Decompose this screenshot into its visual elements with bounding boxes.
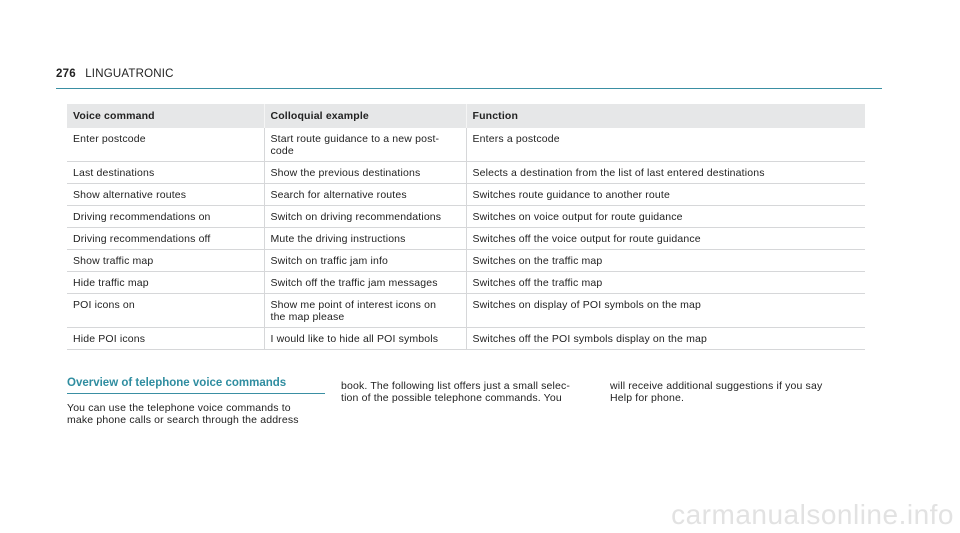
body-text-column-3: will receive additional suggestions if you say Help for phone. [610,380,823,404]
page-number: 276 [56,68,76,80]
cell-function: Switches off the traffic map [466,272,865,294]
cell-command: Hide POI icons [67,328,264,350]
cell-command: Driving recommendations off [67,228,264,250]
cell-example: Show the previous destinations [264,162,466,184]
cell-example: Switch off the traffic jam messages [264,272,466,294]
cell-function: Switches on the traffic map [466,250,865,272]
column-header-colloquial-example: Colloquial example [264,104,466,128]
cell-function: Switches on voice output for route guidance [466,206,865,228]
section-heading: Overview of telephone voice commands [67,377,325,394]
watermark-site: carmanualsonline.info [671,499,954,530]
cell-command: Driving recommendations on [67,206,264,228]
body-text-column-2: book. The following list offers just a small selec- tion of the possible telephone commands. You [341,380,571,404]
table-row [67,228,865,250]
cell-example: Switch on driving recommendations [264,206,466,228]
cell-function: Switches off the voice output for route guidance [466,228,865,250]
cell-example: Mute the driving instructions [264,228,466,250]
cell-example: Switch on traffic jam info [264,250,466,272]
cell-command: Enter postcode [67,128,264,162]
voice-command-table [67,104,865,350]
cell-function: Enters a postcode [466,128,865,162]
table-row [67,184,865,206]
cell-example: Show me point of interest icons on the map please [264,294,466,328]
column-header-function: Function [466,104,865,128]
cell-example: Search for alternative routes [264,184,466,206]
cell-function: Switches on display of POI symbols on the map [466,294,865,328]
cell-command: Show traffic map [67,250,264,272]
cell-example: I would like to hide all POI symbols [264,328,466,350]
cell-function: Switches route guidance to another route [466,184,865,206]
cell-command: Show alternative routes [67,184,264,206]
table-row [67,206,865,228]
page-header [56,68,882,89]
table-row [67,272,865,294]
cell-example: Start route guidance to a new post- code [264,128,466,162]
table-row [67,162,865,184]
column-header-voice-command: Voice command [67,104,264,128]
table-row [67,128,865,162]
cell-command: Hide traffic map [67,272,264,294]
table-row [67,328,865,350]
cell-command: Last destinations [67,162,264,184]
cell-command: POI icons on [67,294,264,328]
table-header-row [67,104,865,128]
table-row [67,250,865,272]
table-row [67,294,865,328]
cell-function: Selects a destination from the list of last entered destinations [466,162,865,184]
chapter-title: LINGUATRONIC [85,68,174,80]
cell-function: Switches off the POI symbols display on the map [466,328,865,350]
body-text-column-1: You can use the telephone voice commands to make phone calls or search through the address [67,402,299,426]
